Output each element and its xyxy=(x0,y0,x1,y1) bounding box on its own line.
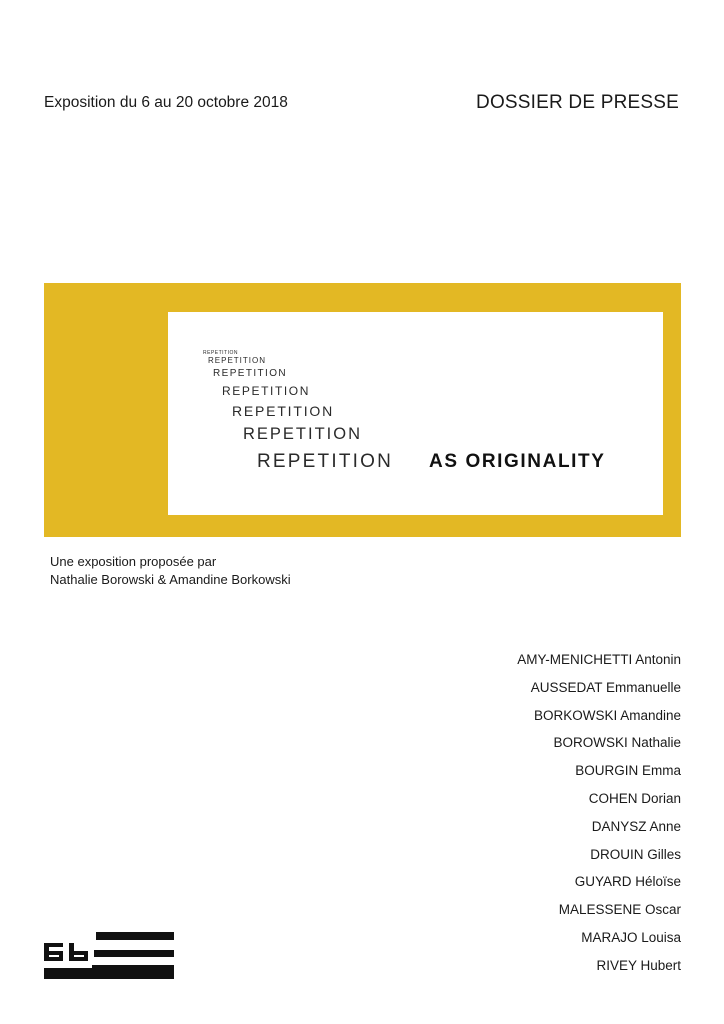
artist-item: RIVEY Hubert xyxy=(596,957,681,973)
artist-item: MARAJO Louisa xyxy=(581,929,681,945)
repetition-text-6: REPETITION xyxy=(243,425,363,443)
curators-names: Nathalie Borowski & Amandine Borkowski xyxy=(50,572,291,587)
dossier-title: DOSSIER DE PRESSE xyxy=(476,92,679,113)
artist-list xyxy=(517,650,681,984)
repetition-text-3: REPETITION xyxy=(213,368,288,379)
repetition-text-7: REPETITION xyxy=(257,451,394,472)
artist-item: GUYARD Héloïse xyxy=(574,874,681,890)
exhibition-title-suffix: AS ORIGINALITY xyxy=(429,451,606,472)
banner-title-card xyxy=(168,312,663,515)
artist-item: COHEN Dorian xyxy=(588,790,681,806)
artist-item: BORKOWSKI Amandine xyxy=(533,707,681,723)
repetition-text-1: REPETITION xyxy=(203,350,239,356)
curators-credit xyxy=(50,553,291,589)
repetition-text-4: REPETITION xyxy=(222,384,311,398)
curators-intro: Une exposition proposée par xyxy=(50,554,217,569)
66-logo-icon xyxy=(44,932,174,979)
artist-item: DROUIN Gilles xyxy=(590,846,681,862)
repetition-text-5: REPETITION xyxy=(232,403,335,419)
artist-item: AUSSEDAT Emmanuelle xyxy=(530,679,681,695)
exposition-dates: Exposition du 6 au 20 octobre 2018 xyxy=(44,94,288,111)
artist-item: BOURGIN Emma xyxy=(575,763,681,779)
artist-item: BOROWSKI Nathalie xyxy=(553,735,681,751)
artist-item: DANYSZ Anne xyxy=(591,818,681,834)
artist-item: MALESSENE Oscar xyxy=(558,902,681,918)
artist-item: AMY-MENICHETTI Antonin xyxy=(517,652,681,667)
repetition-text-2: REPETITION xyxy=(208,356,267,365)
exhibition-banner xyxy=(44,283,681,537)
